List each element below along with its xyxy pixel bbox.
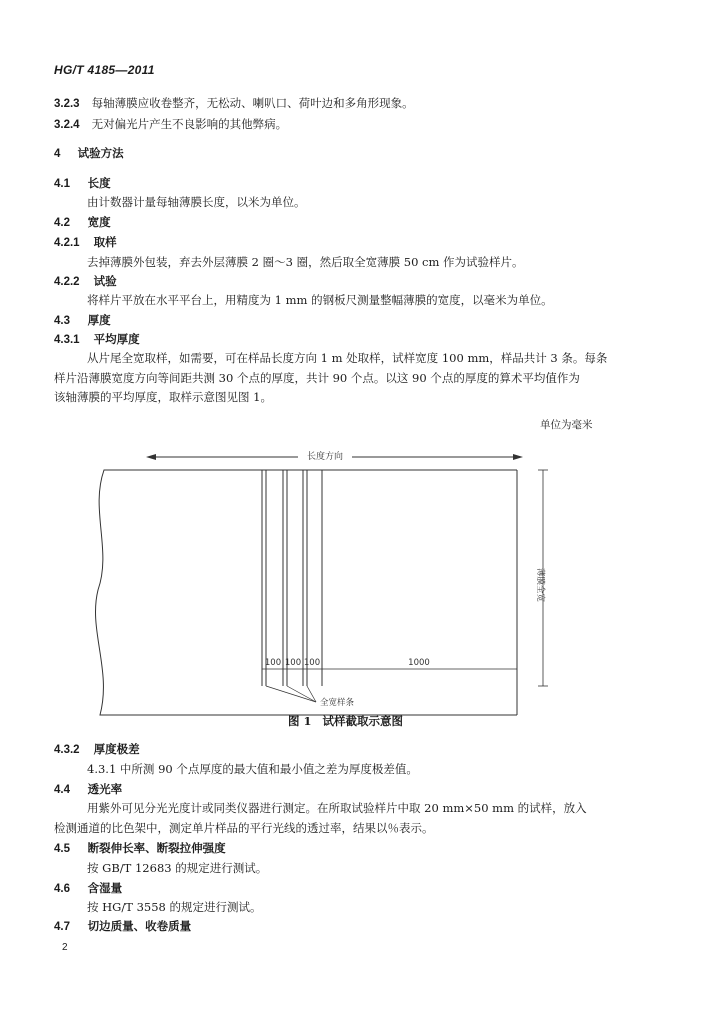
section-number: 4 — [54, 148, 61, 160]
sampling-diagram — [0, 430, 701, 730]
section-title: 断裂伸长率、断裂拉伸强度 — [87, 841, 226, 855]
section-number: 4.2.2 — [54, 276, 80, 288]
section-4-5-heading — [54, 840, 226, 857]
section-title: 厚度极差 — [93, 742, 140, 756]
section-4-3-2-body: 4.3.1 中所测 90 个点厚度的最大值和最小值之差为厚度极差值。 — [87, 762, 418, 776]
section-4-7-heading — [54, 918, 191, 935]
section-number: 4.7 — [54, 921, 70, 933]
dimension-label: 1000 — [408, 658, 430, 668]
dimension-label: 100 — [303, 658, 321, 668]
section-4-heading — [54, 145, 124, 162]
section-number: 4.3.2 — [54, 744, 80, 756]
clause-number: 3.2.3 — [54, 98, 80, 110]
section-number: 4.3 — [54, 315, 70, 327]
section-title: 试验 — [93, 274, 117, 288]
section-4-2-1-body: 去掉薄膜外包装，弃去外层薄膜 2 圈～3 圈，然后取全宽薄膜 50 cm 作为试验样片。 — [87, 255, 524, 269]
section-4-2-2-body: 将样片平放在水平平台上，用精度为 1 mm 的钢板尺测量整幅薄膜的宽度，以毫米为单位。 — [87, 293, 553, 307]
section-title: 宽度 — [87, 215, 111, 229]
section-number: 4.5 — [54, 843, 70, 855]
section-4-3-1-heading — [54, 331, 140, 348]
section-4-2-1-heading — [54, 234, 117, 251]
section-title: 平均厚度 — [93, 332, 140, 346]
section-number: 4.2.1 — [54, 237, 80, 249]
section-title: 取样 — [93, 235, 117, 249]
section-4-6-body: 按 HG/T 3558 的规定进行测试。 — [87, 900, 262, 914]
clause-3-2-3 — [54, 95, 414, 112]
section-4-4-heading — [54, 781, 122, 798]
section-4-1-body: 由计数器计量每轴薄膜长度，以米为单位。 — [87, 195, 306, 209]
section-title: 厚度 — [87, 313, 111, 327]
strip-label: 全宽样条 — [320, 698, 355, 708]
section-title: 长度 — [87, 176, 111, 190]
dimension-label: 100 — [284, 658, 302, 668]
dimension-label: 100 — [264, 658, 282, 668]
figure-unit-note: 单位为毫米 — [540, 419, 593, 431]
section-4-3-1-body-line1: 从片尾全宽取样，如需要，可在样品长度方向 1 m 处取样，试样宽度 100 mm，样品共计 3 条。每条 — [87, 351, 608, 365]
section-number: 4.1 — [54, 178, 70, 190]
length-direction-label: 长度方向 — [306, 452, 344, 462]
section-title: 透光率 — [87, 782, 123, 796]
figure-caption-number: 图 1 — [288, 714, 312, 728]
section-4-3-heading — [54, 312, 111, 329]
section-4-1-heading — [54, 175, 111, 192]
width-label: 薄膜全宽 — [535, 567, 545, 603]
length-arrow-head-left — [146, 454, 156, 460]
section-4-3-2-heading — [54, 741, 140, 758]
section-4-3-1-body-line2: 样片沿薄膜宽度方向等间距共测 30 个点的厚度，共计 90 个点。以这 90 个点的厚度的算术平均值作为 — [54, 371, 580, 385]
film-outline — [95, 470, 517, 715]
section-4-3-1-body-line3: 该轴薄膜的平均厚度，取样示意图见图 1。 — [54, 390, 272, 404]
section-4-4-body-line1: 用紫外可见分光光度计或同类仪器进行测定。在所取试验样片中取 20 mm×50 mm 的试样，放入 — [87, 801, 587, 815]
clause-text: 每轴薄膜应收卷整齐，无松动、喇叭口、荷叶边和多角形现象。 — [91, 96, 414, 110]
section-4-2-2-heading — [54, 273, 117, 290]
section-title: 试验方法 — [77, 146, 124, 160]
clause-number: 3.2.4 — [54, 119, 80, 131]
section-4-6-heading — [54, 880, 122, 897]
section-4-4-body-line2: 检测通道的比色架中，测定单片样品的平行光线的透过率，结果以％表示。 — [54, 821, 434, 835]
section-title: 含湿量 — [87, 881, 123, 895]
section-title: 切边质量、收卷质量 — [87, 919, 192, 933]
section-number: 4.2 — [54, 217, 70, 229]
length-arrow-head-right — [513, 454, 523, 460]
section-number: 4.3.1 — [54, 334, 80, 346]
clause-3-2-4 — [54, 116, 287, 133]
section-number: 4.4 — [54, 784, 70, 796]
standard-code-header: HG/T 4185—2011 — [54, 63, 155, 77]
section-4-5-body: 按 GB/T 12683 的规定进行测试。 — [87, 861, 268, 875]
section-number: 4.6 — [54, 883, 70, 895]
figure-caption-text: 试样截取示意图 — [322, 714, 403, 728]
clause-text: 无对偏光片产生不良影响的其他弊病。 — [91, 117, 288, 131]
figure-caption — [288, 713, 403, 729]
section-4-2-heading — [54, 214, 111, 231]
page-number: 2 — [62, 942, 68, 953]
